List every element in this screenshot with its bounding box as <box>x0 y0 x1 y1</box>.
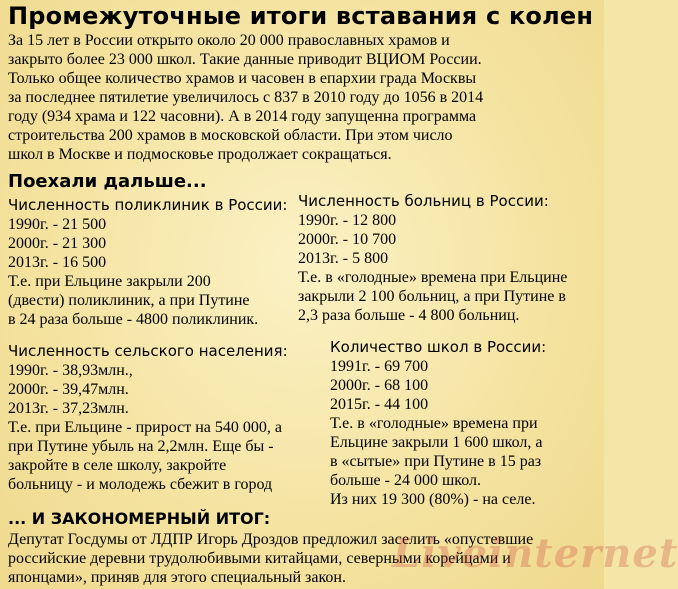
schools-line: 1991г. - 69 700 <box>330 358 429 375</box>
rural-line: больницу - и молодежь сбежит в город <box>8 476 273 493</box>
final-line: Депутат Госдумы от ЛДПР Игорь Дроздов предложил заселить «опустевшие <box>8 531 534 548</box>
clinics-line: 2013г. - 16 500 <box>8 254 107 271</box>
schools-line: Из них 19 300 (80%) - на селе. <box>330 491 536 508</box>
clinics-line: 1990г. - 21 500 <box>8 216 107 233</box>
hospitals-block <box>298 192 600 325</box>
clinics-line: в 24 раза больше - 4800 поликлиник. <box>8 311 259 328</box>
rural-heading: Численность сельского населения: <box>8 342 288 360</box>
rural-line: 1990г. - 38,93млн., <box>8 362 133 379</box>
intro-line: закрыто более 23 000 школ. Такие данные приводит ВЦИОМ России. <box>8 51 482 68</box>
intro-paragraph <box>8 31 600 164</box>
schools-heading: Количество школ в России: <box>330 338 547 356</box>
schools-block <box>330 338 600 509</box>
final-heading: ... И ЗАКОНОМЕРНЫЙ ИТОГ: <box>8 509 271 528</box>
hospitals-line: 1990г. - 12 800 <box>298 212 397 229</box>
intro-line: строительства 200 храмов в московской области. При этом число <box>8 127 453 144</box>
hospitals-line: 2,3 раза больше - 4 800 больниц. <box>298 307 520 324</box>
rural-line: закройте в селе школу, закройте <box>8 457 227 474</box>
rural-line: 2013г. - 37,23млн. <box>8 400 129 417</box>
clinics-line: 2000г. - 21 300 <box>8 235 107 252</box>
clinics-block <box>8 196 298 329</box>
hospitals-line: 2013г. - 5 800 <box>298 250 389 267</box>
final-line: японцами», приняв для этого специальный закон. <box>8 569 346 586</box>
schools-line: Т.е. в «голодные» времена при <box>330 415 538 432</box>
final-paragraph <box>8 530 600 587</box>
schools-line: 2015г. - 44 100 <box>330 396 429 413</box>
rural-line: при Путине убыль на 2,2млн. Еще бы - <box>8 438 274 455</box>
intro-line: за последнее пятилетие увеличилось с 837 в 2010 году до 1056 в 2014 <box>8 89 484 106</box>
hospitals-line: 2000г. - 10 700 <box>298 231 397 248</box>
page-title: Промежуточные итоги вставания с колен <box>8 2 594 30</box>
rural-block <box>8 342 328 494</box>
schools-line: в «сытые» при Путине в 15 раз <box>330 453 542 470</box>
intro-line: школ в Москве и подмосковье продолжает сокращаться. <box>8 146 392 163</box>
hospitals-line: Т.е. в «голодные» времена при Ельцине <box>298 269 568 286</box>
schools-line: 2000г. - 68 100 <box>330 377 429 394</box>
intro-line: Только общее количество храмов и часовен в епархии града Москвы <box>8 70 477 87</box>
schools-line: больше - 24 000 школ. <box>330 472 482 489</box>
section-heading: Поехали дальше... <box>8 171 207 192</box>
intro-line: году (934 храма и 122 часовни). А в 2014 году запущенна программа <box>8 108 477 125</box>
clinics-heading: Численность поликлиник в России: <box>8 196 288 214</box>
final-line: российские деревни трудолюбивыми китайцами, северными корейцами и <box>8 550 511 567</box>
schools-line: Ельцине закрыли 1 600 школ, а <box>330 434 543 451</box>
rural-line: Т.е. при Ельцине - прирост на 540 000, а <box>8 419 282 436</box>
watermark-logo: Liveinternet <box>392 530 678 577</box>
hospitals-heading: Численность больниц в России: <box>298 192 549 210</box>
intro-line: За 15 лет в России открыто около 20 000 православных храмов и <box>8 32 450 49</box>
clinics-line: (двести) поликлиник, а при Путине <box>8 292 250 309</box>
rural-line: 2000г. - 39,47млн. <box>8 381 129 398</box>
clinics-line: Т.е. при Ельцине закрыли 200 <box>8 273 211 290</box>
hospitals-line: закрыли 2 100 больниц, а при Путине в <box>298 288 566 305</box>
